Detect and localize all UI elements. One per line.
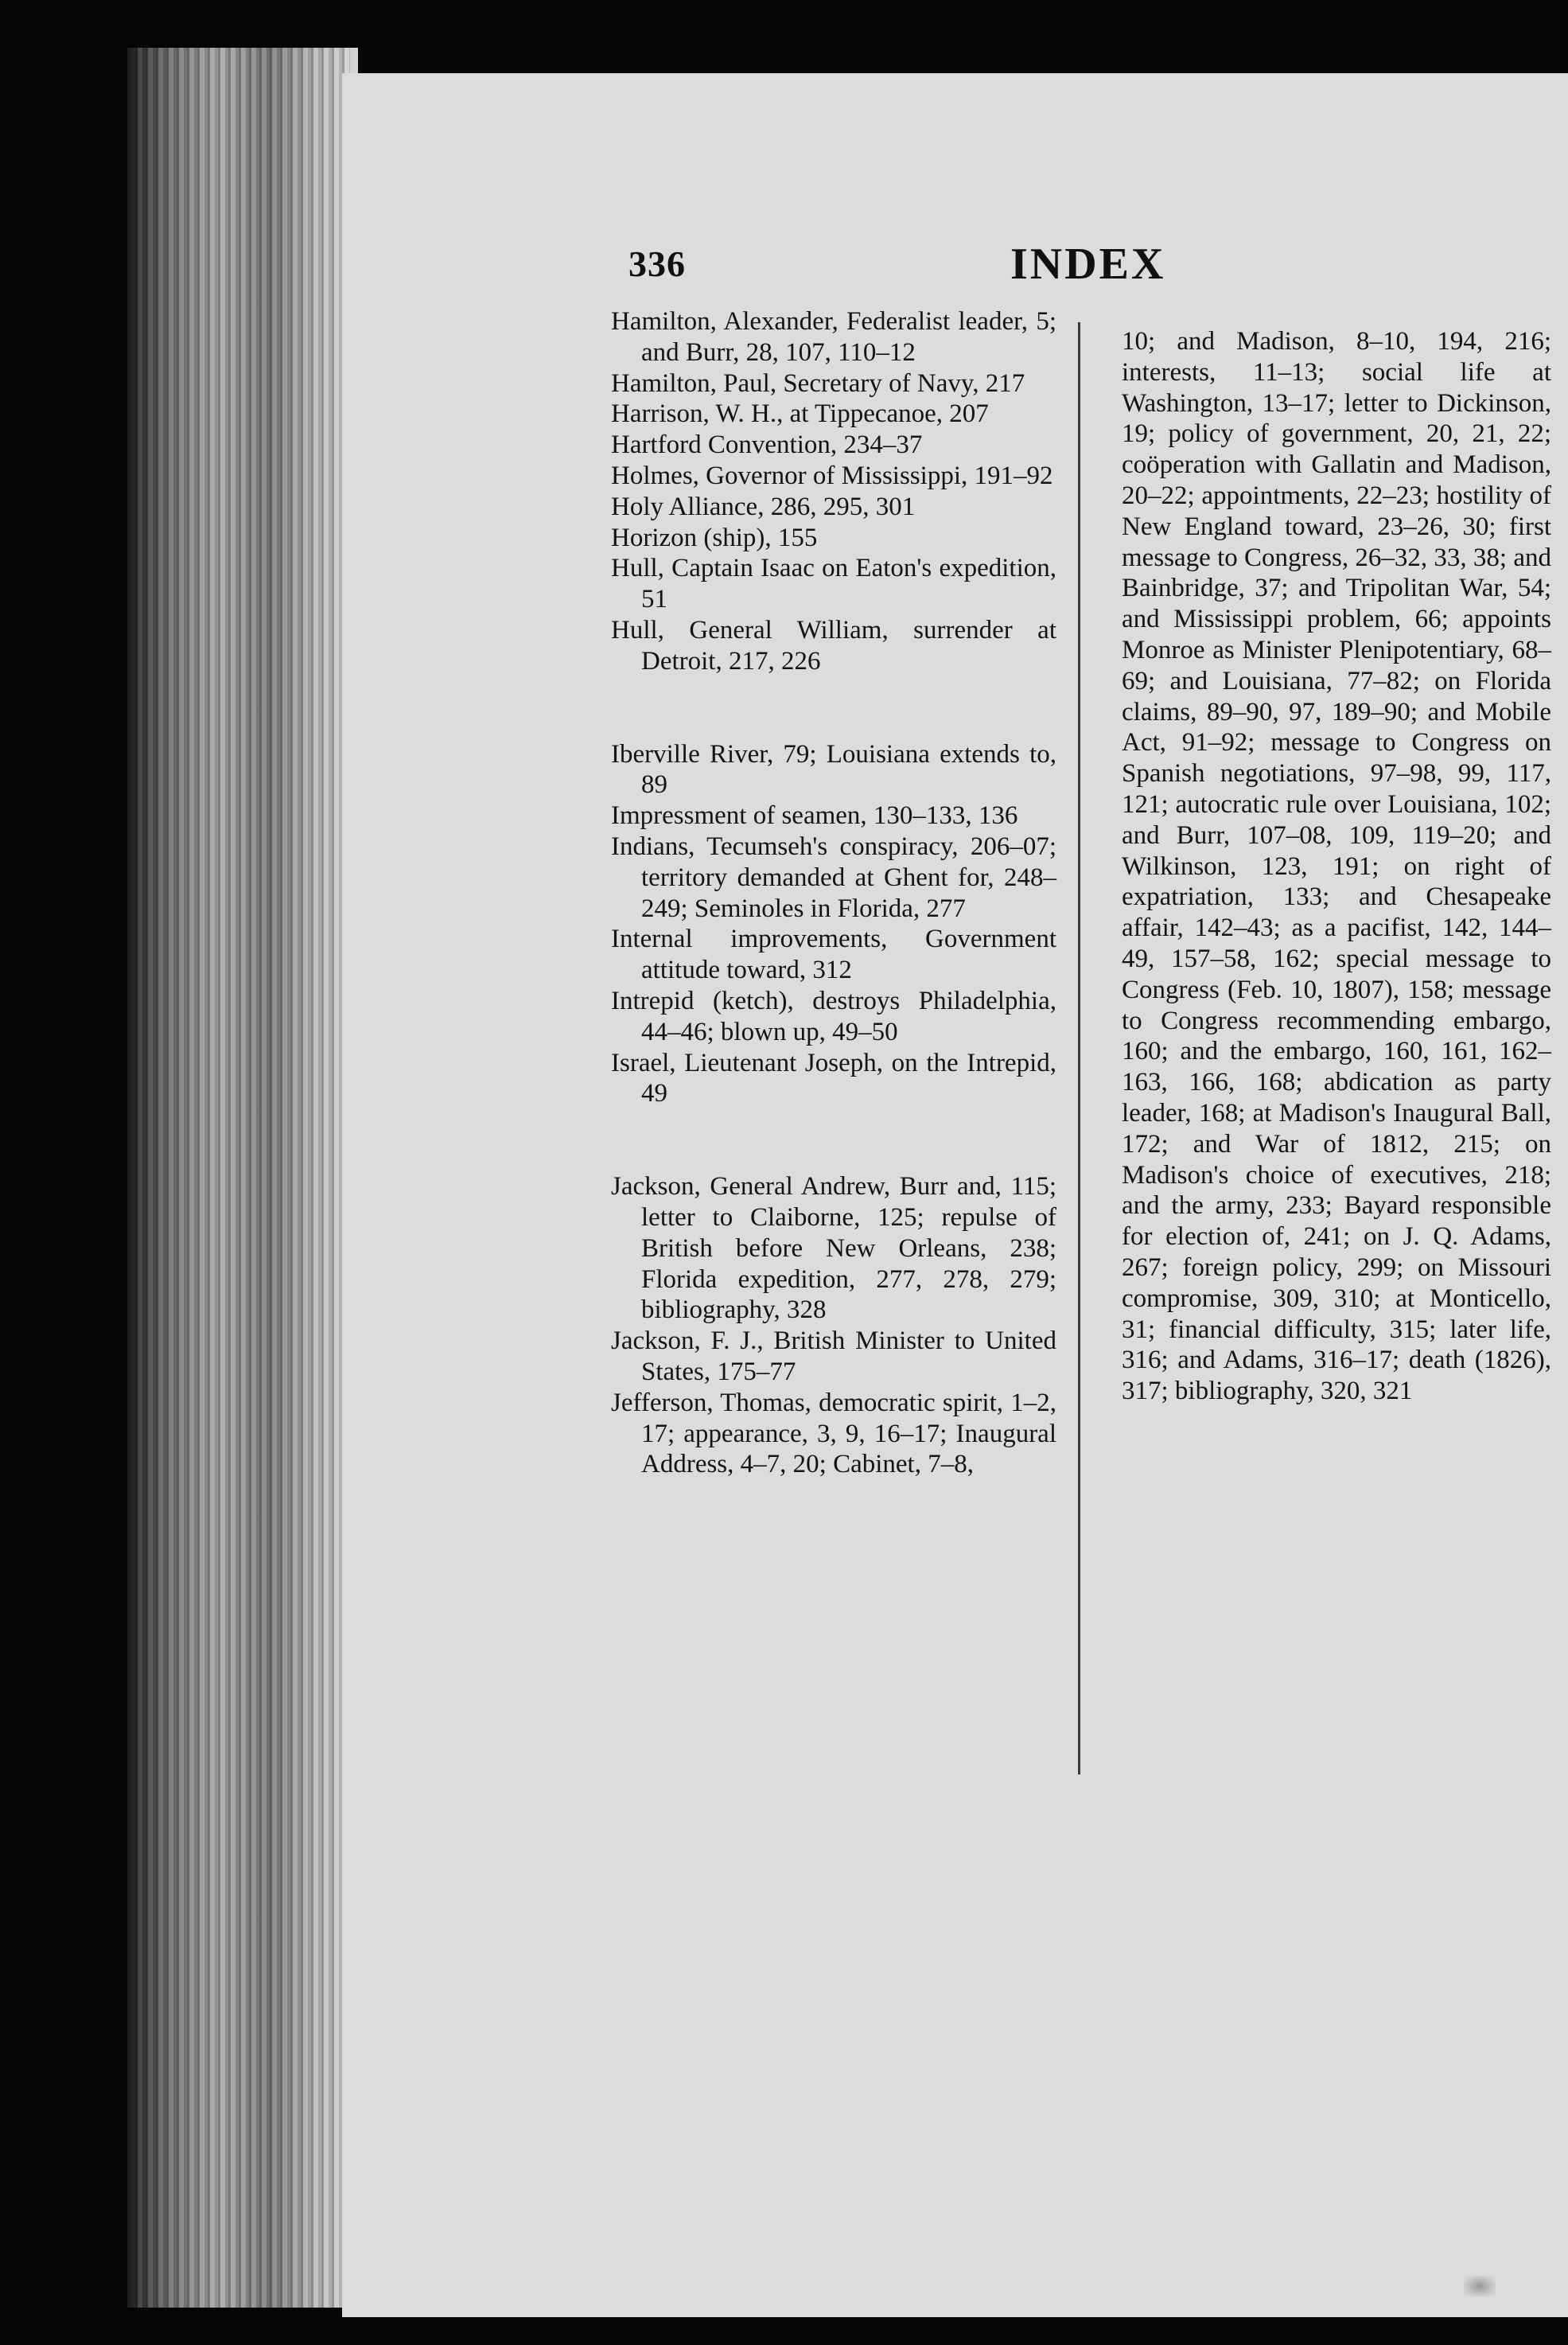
index-entry: Harrison, W. H., at Tippecanoe, 207 [611, 399, 989, 429]
index-entry: Israel, Lieutenant Joseph, on the Intrepid, 49 [611, 1048, 1056, 1108]
section-gap [611, 677, 1056, 739]
spine-texture [135, 48, 350, 2308]
index-entry: Horizon (ship), 155 [611, 523, 818, 552]
index-entry: Iberville River, 79; Louisiana extends to, 89 [611, 739, 1056, 800]
index-entry: Hull, General William, surrender at Detroit, 217, 226 [611, 615, 1056, 676]
index-entry: Jefferson, Thomas, democratic spirit, 1–2, 17; appearance, 3, 9, 16–17; Inaugural Address, 4–7, 20; Cabinet, 7–8, [611, 1388, 1056, 1479]
page-title: INDEX [1010, 240, 1166, 289]
index-entry: Hamilton, Alexander, Federalist leader, 5; and Burr, 28, 107, 110–12 [611, 307, 1056, 367]
section-gap [611, 1109, 1056, 1171]
index-entry: Jackson, General Andrew, Burr and, 115; letter to Claiborne, 125; repulse of British before New Orleans, 238; Florida expedition, 277, 278, 279; bibliography, 328 [611, 1172, 1056, 1325]
index-entry: Holy Alliance, 286, 295, 301 [611, 492, 916, 521]
index-entry: Indians, Tecumseh's conspiracy, 206–07; territory demanded at Ghent for, 248–249; Seminoles in Florida, 277 [611, 832, 1056, 923]
page-number: 336 [628, 243, 686, 284]
index-entry: Internal improvements, Government attitude toward, 312 [611, 925, 1056, 985]
index-entry: Hull, Captain Isaac on Eaton's expedition, 51 [611, 554, 1056, 614]
column-divider [1078, 322, 1080, 1774]
index-entry: Jackson, F. J., British Minister to United States, 175–77 [611, 1326, 1056, 1386]
index-entry: Hamilton, Paul, Secretary of Navy, 217 [611, 368, 1025, 398]
index-entry: Hartford Convention, 234–37 [611, 430, 923, 460]
index-column-left [611, 306, 1056, 1480]
page-smudge [1464, 2276, 1496, 2296]
index-entry: Impressment of seamen, 130–133, 136 [611, 801, 1018, 831]
index-entry: Holmes, Governor of Mississippi, 191–92 [611, 461, 1053, 490]
index-entry-continued: 10; and Madison, 8–10, 194, 216; interests, 11–13; social life at Washington, 13–17; letter to Dickinson, 19; policy of government, 20, 21, 22; coöperation with Gallatin and Madison, 20–22; appointments, 22–23; hostility of New England toward, 23–26, 30; first message to Congress, 26–32, 33, 38; and Bainbridge, 37; and Tripolitan War, 54; and Mississippi problem, 66; appoints Monroe as Minister Plenipotentiary, 68–69; and Louisiana, 77–82; on Florida claims, 89–90, 97, 189–90; and Mobile Act, 91–92; message to Congress on Spanish negotiations, 97–98, 99, 117, 121; autocratic rule over Louisiana, 102; and Burr, 107–08, 109, 119–20; and Wilkinson, 123, 191; on right of expatriation, 133; and Chesapeake affair, 142–43; as a pacifist, 142, 144–49, 157–58, 162; special message to Congress (Feb. 10, 1807), 158; message to Congress recommending embargo, 160; and the embargo, 160, 161, 162–163, 166, 168; abdication as party leader, 168; at Madison's Inaugural Ball, 172; and War of 1812, 215; on Madison's choice of executives, 218; and the army, 233; Bayard responsible for election of, 241; on J. Q. Adams, 267; foreign policy, 299; on Missouri compromise, 309, 310; at Monticello, 31; financial difficulty, 315; later life, 316; and Adams, 316–17; death (1826), 317; bibliography, 320, 321 [1122, 327, 1551, 1406]
index-entry: Intrepid (ketch), destroys Philadelphia, 44–46; blown up, 49–50 [611, 986, 1056, 1046]
index-column-right [1122, 326, 1551, 1407]
